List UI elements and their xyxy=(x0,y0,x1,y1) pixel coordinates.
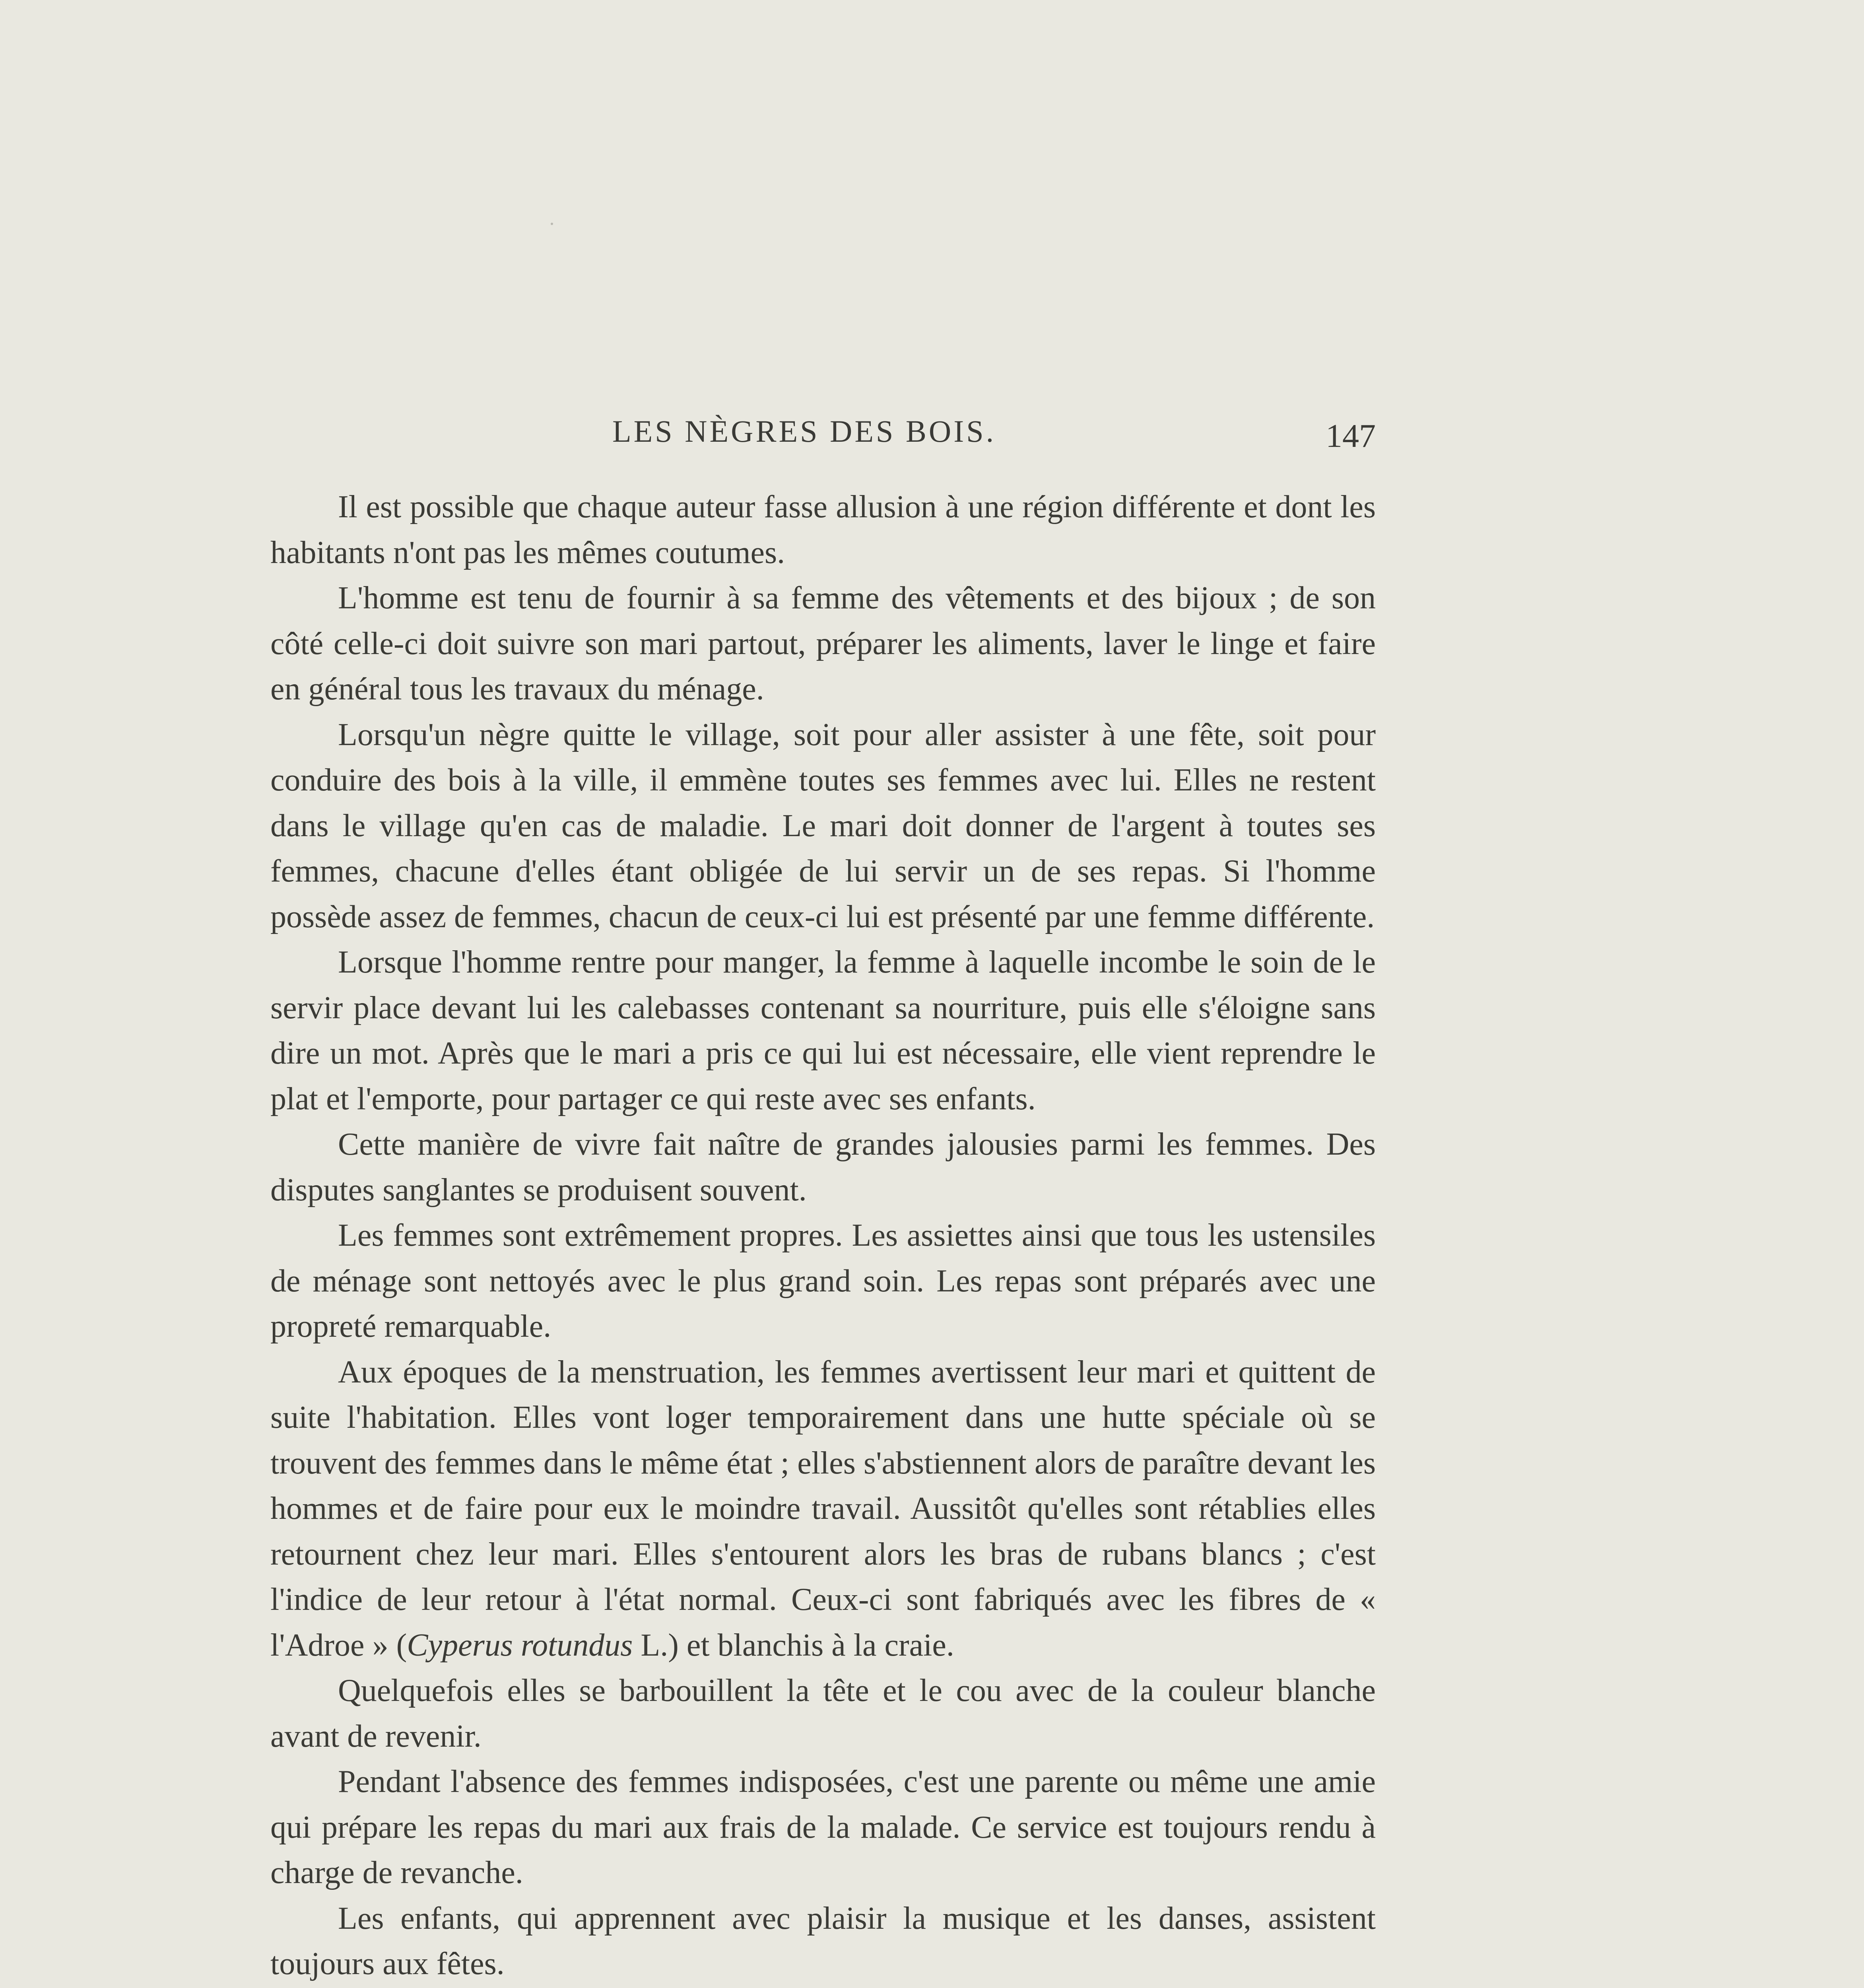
paragraph: Lorsqu'un nègre quitte le village, soit pour aller assister à une fête, soit pour conduire des bois à la ville, il emmène toutes ses femmes avec lui. Elles ne restent dans le village qu'en cas de maladie. Le mari doit donner de l'argent à toutes ses femmes, chacune d'elles étant obligée de lui servir un de ses repas. Si l'homme possède assez de femmes, chacun de ceux-ci lui est présenté par une femme différente. xyxy=(270,717,1376,934)
page-number: 147 xyxy=(1326,417,1376,454)
paragraph-menstruation xyxy=(270,1349,1376,1668)
species-name: Cyperus rotundus xyxy=(407,1627,633,1663)
paragraph: Cette manière de vivre fait naître de grandes jalousies parmi les femmes. Des disputes sanglantes se produisent souvent. xyxy=(270,1127,1376,1208)
paragraph: Pendant l'absence des femmes indisposées, c'est une parente ou même une amie qui prépare les repas du mari aux frais de la malade. Ce service est toujours rendu à charge de revanche. xyxy=(270,1764,1376,1890)
paragraph: Les femmes sont extrêmement propres. Les assiettes ainsi que tous les ustensiles de ménage sont nettoyés avec le plus grand soin. Les repas sont préparés avec une propreté remarquable. xyxy=(270,1218,1376,1344)
running-title: LES NÈGRES DES BOIS. xyxy=(612,414,996,448)
paragraph-continued xyxy=(270,1987,1376,1988)
paragraph: Lorsque l'homme rentre pour manger, la femme à laquelle incombe le soin de le servir place devant lui les calebasses contenant sa nourriture, puis elle s'éloigne sans dire un mot. Après que le mari a pris ce qui lui est nécessaire, elle vient reprendre le plat et l'emporte, pour partager ce qui reste avec ses enfants. xyxy=(270,945,1376,1116)
paragraph: L'homme est tenu de fournir à sa femme des vêtements et des bijoux ; de son côté celle-ci doit suivre son mari partout, préparer les aliments, laver le linge et faire en général tous les travaux du ménage. xyxy=(270,580,1376,707)
paper-speck xyxy=(551,223,553,225)
body-text xyxy=(270,484,1376,1988)
paragraph: Quelquefois elles se barbouillent la tête et le cou avec de la couleur blanche avant de revenir. xyxy=(270,1673,1376,1754)
page-header xyxy=(270,414,1376,457)
paragraph-text: Aux époques de la menstruation, les femmes avertissent leur mari et quittent de suite l'habitation. Elles vont loger temporairement dans une hutte spéciale où se trouvent des femmes dans le même état ; elles s'abstiennent alors de paraître devant les hommes et de faire pour eux le moindre travail. Aussitôt qu'elles sont rétablies elles retournent chez leur mari. Elles s'entourent alors les bras de rubans blancs ; c'est l'indice de leur retour à l'état normal. Ceux-ci sont fabriqués avec les fibres de « l'Adroe » ( xyxy=(270,1354,1376,1663)
paragraph-text: L.) et blanchis à la craie. xyxy=(633,1627,954,1663)
paragraph: Il est possible que chaque auteur fasse allusion à une région différente et dont les habitants n'ont pas les mêmes coutumes. xyxy=(270,489,1376,570)
paragraph: Les enfants, qui apprennent avec plaisir la musique et les danses, assistent toujours aux fêtes. xyxy=(270,1901,1376,1981)
